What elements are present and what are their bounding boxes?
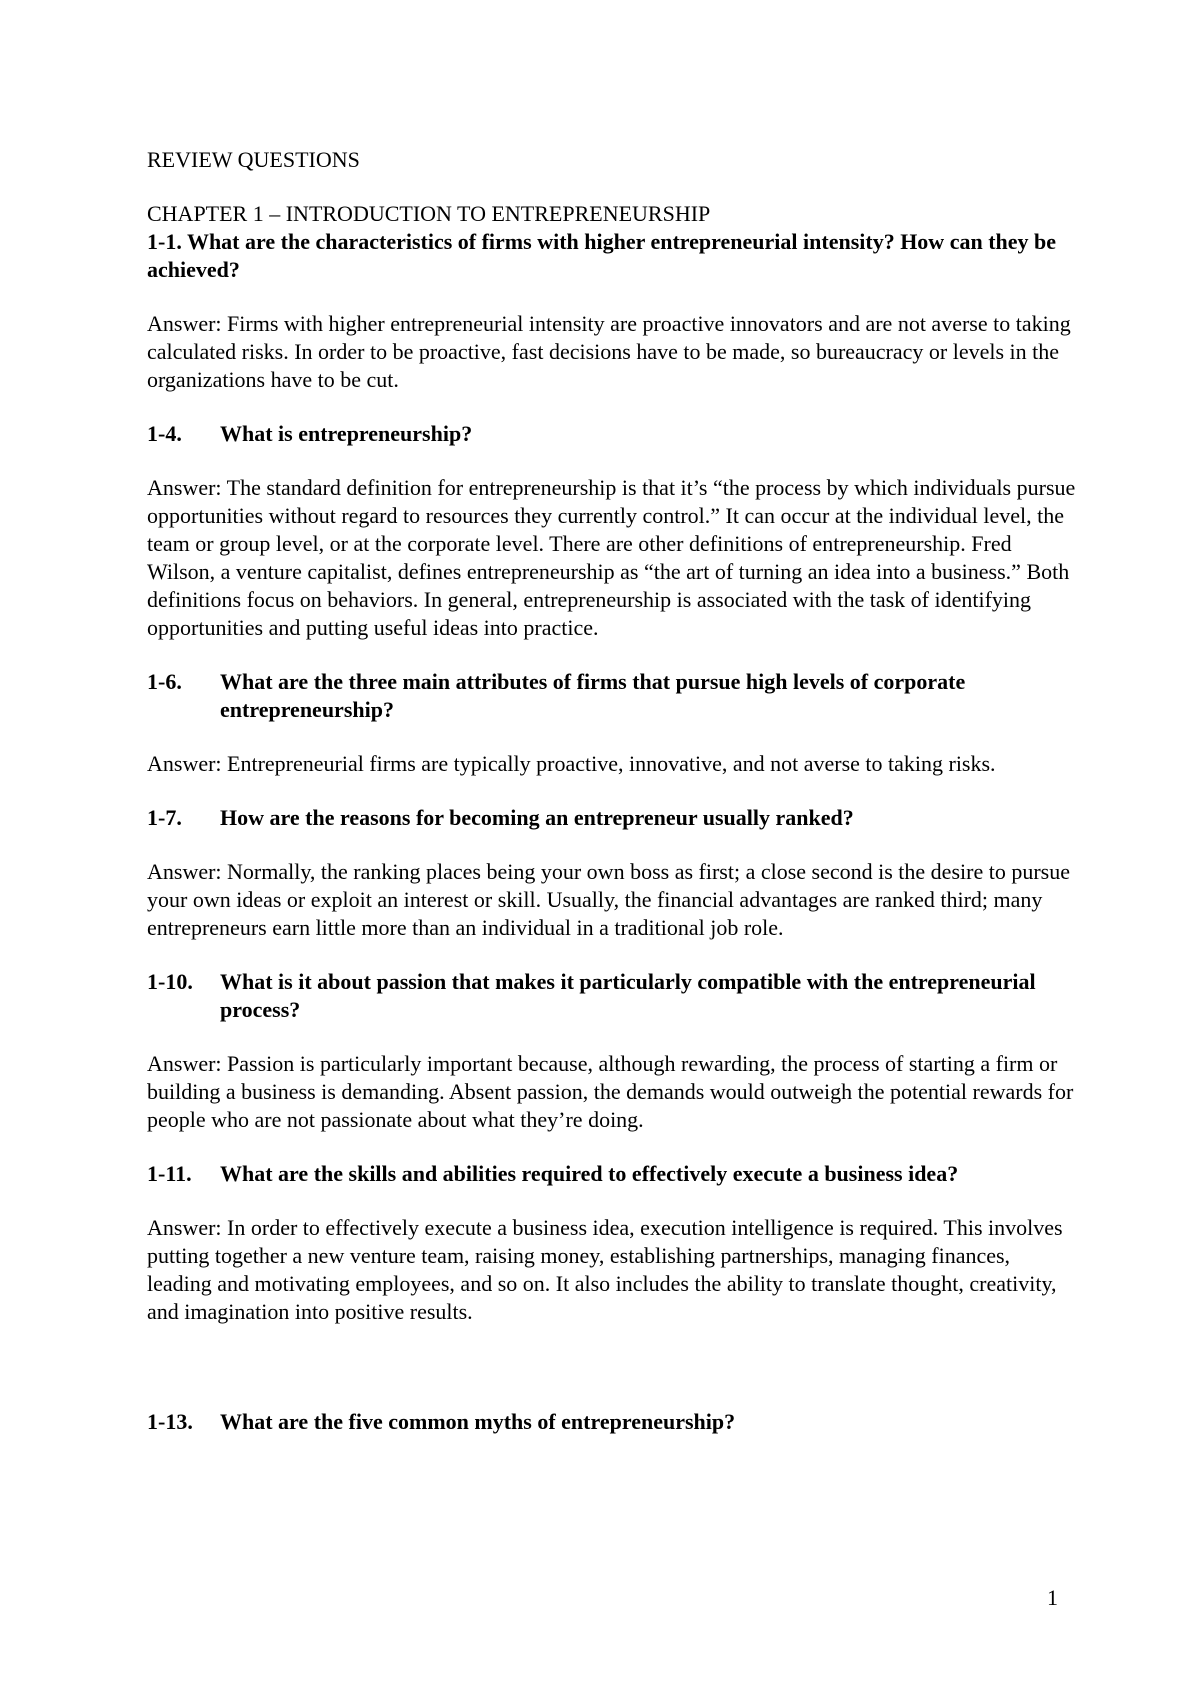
- question-heading: [147, 420, 1077, 448]
- answer-text: Answer: Normally, the ranking places being your own boss as first; a close second is the desire to pursue your own ideas or exploit an interest or skill. Usually, the financial advantages are ranked third; many entrepreneurs earn little more than an individual in a traditional job role.: [147, 859, 1070, 940]
- question-block-1-13: [147, 1408, 1077, 1436]
- question-text: What are the skills and abilities required to effectively execute a business idea?: [220, 1161, 959, 1186]
- question-number: 1-11.: [147, 1161, 192, 1186]
- question-text: How are the reasons for becoming an entrepreneur usually ranked?: [220, 805, 854, 830]
- answer-text: Answer: Firms with higher entrepreneurial intensity are proactive innovators and are not averse to taking calculated risks. In order to be proactive, fast decisions have to be made, so bureaucracy or levels in the organizations have to be cut.: [147, 311, 1071, 392]
- question-heading: [147, 804, 1077, 832]
- answer-text: Answer: In order to effectively execute a business idea, execution intelligence is required. This involves putting together a new venture team, raising money, establishing partnerships, managing finances, leading and motivating employees, and so on. It also includes the ability to translate thought, creativity, and imagination into positive results.: [147, 1215, 1063, 1324]
- question-number: 1-6.: [147, 669, 182, 694]
- question-block-1-4: [147, 420, 1077, 642]
- answer-text: Answer: Entrepreneurial firms are typically proactive, innovative, and not averse to taking risks.: [147, 751, 996, 776]
- answer-text: Answer: The standard definition for entrepreneurship is that it’s “the process by which individuals pursue opportunities without regard to resources they currently control.” It can occur at the individual level, the team or group level, or at the corporate level. There are other definitions of entrepreneurship. Fred Wilson, a venture capitalist, defines entrepreneurship as “the art of turning an idea into a business.” Both definitions focus on behaviors. In general, entrepreneurship is associated with the task of identifying opportunities and putting useful ideas into practice.: [147, 475, 1076, 640]
- question-number: 1-10.: [147, 969, 193, 994]
- question-text: What are the characteristics of firms with higher entrepreneurial intensity? How can they be achieved?: [147, 229, 1057, 282]
- question-block-1-10: [147, 968, 1077, 1134]
- question-heading: [147, 1160, 1077, 1188]
- question-number: 1-13.: [147, 1409, 193, 1434]
- question-number: 1-4.: [147, 421, 182, 446]
- question-text: What are the five common myths of entrepreneurship?: [220, 1409, 736, 1434]
- question-heading: [147, 228, 1077, 284]
- question-text: What is entrepreneurship?: [220, 421, 473, 446]
- question-heading: [147, 1408, 1077, 1436]
- document-title: REVIEW QUESTIONS: [147, 147, 360, 172]
- question-number: 1-1.: [147, 229, 182, 254]
- page-content: [147, 146, 1077, 1436]
- question-heading: [147, 968, 1077, 1024]
- question-block-1-11: [147, 1160, 1077, 1326]
- question-block-1-7: [147, 804, 1077, 942]
- chapter-title: CHAPTER 1 – INTRODUCTION TO ENTREPRENEURSHIP: [147, 201, 711, 226]
- question-text: What is it about passion that makes it particularly compatible with the entrepreneurial process?: [220, 969, 1036, 1022]
- page-number: 1: [1047, 1585, 1058, 1610]
- question-text: What are the three main attributes of firms that pursue high levels of corporate entrepreneurship?: [220, 669, 966, 722]
- question-heading: [147, 668, 1077, 724]
- question-block-1-6: [147, 668, 1077, 778]
- question-block-1-1: [147, 228, 1077, 394]
- question-number: 1-7.: [147, 805, 182, 830]
- answer-text: Answer: Passion is particularly important because, although rewarding, the process of starting a firm or building a business is demanding. Absent passion, the demands would outweigh the potential rewards for people who are not passionate about what they’re doing.: [147, 1051, 1074, 1132]
